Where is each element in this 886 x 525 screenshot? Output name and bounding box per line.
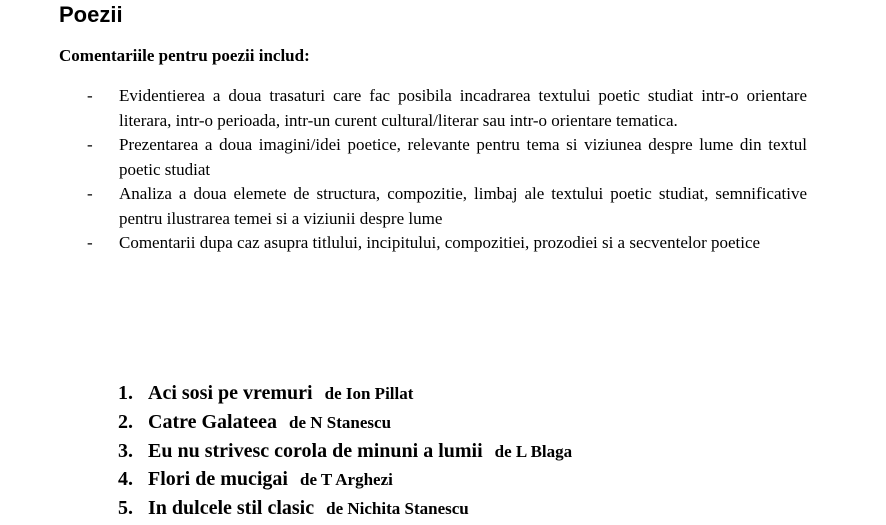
requirements-list xyxy=(87,84,807,256)
bullet-dash: - xyxy=(87,135,93,154)
list-item xyxy=(87,182,807,231)
poem-author: de T Arghezi xyxy=(299,470,393,490)
poem-title: Catre Galateea xyxy=(148,410,278,433)
poem-title: Aci sosi pe vremuri xyxy=(148,382,313,404)
poem-author: de Nichita Stanescu xyxy=(326,499,469,519)
list-item xyxy=(87,84,807,133)
list-item-text: Evidentierea a doua trasaturi care fac posibila incadrarea textului poetic studiat intr-o orientare literara, intr-o perioada, intr-un curent cultural/literar sau intr-o orientare tematica. xyxy=(119,86,807,130)
poem-number: 1. xyxy=(118,382,133,404)
poem-number: 4. xyxy=(118,468,133,491)
poem-number: 2. xyxy=(118,410,133,433)
poem-title: In dulcele stil clasic xyxy=(148,497,315,520)
list-item-text: Analiza a doua elemete de structura, compozitie, limbaj ale textului poetic studiat, semnificative pentru ilustrarea temei si a viziunii despre lume xyxy=(119,184,807,228)
poem-item xyxy=(118,437,572,466)
poem-item xyxy=(118,494,572,523)
poem-author: de N Stanescu xyxy=(289,412,392,432)
poem-number: 3. xyxy=(118,439,133,462)
section-heading: Comentariile pentru poezii includ: xyxy=(59,46,310,65)
poem-author: de Ion Pillat xyxy=(324,384,414,403)
list-item xyxy=(87,231,807,256)
poem-item xyxy=(118,408,572,437)
bullet-dash: - xyxy=(87,184,93,203)
list-item-text: Prezentarea a doua imagini/idei poetice, relevante pentru tema si viziunea despre lume din textul poetic studiat xyxy=(119,135,807,179)
poem-author: de L Blaga xyxy=(494,441,573,461)
page-title: Poezii xyxy=(59,2,123,27)
poem-title: Flori de mucigai xyxy=(148,468,288,491)
poem-title: Eu nu strivesc corola de minuni a lumii xyxy=(148,439,483,462)
poem-number: 5. xyxy=(118,497,133,520)
list-item-text: Comentarii dupa caz asupra titlului, incipitului, compozitiei, prozodiei si a secventelor poetice xyxy=(119,233,761,252)
poem-list xyxy=(118,379,572,523)
poem-item xyxy=(118,379,572,408)
bullet-dash: - xyxy=(87,86,93,105)
poem-item xyxy=(118,465,572,494)
list-item xyxy=(87,133,807,182)
bullet-dash: - xyxy=(87,233,93,252)
